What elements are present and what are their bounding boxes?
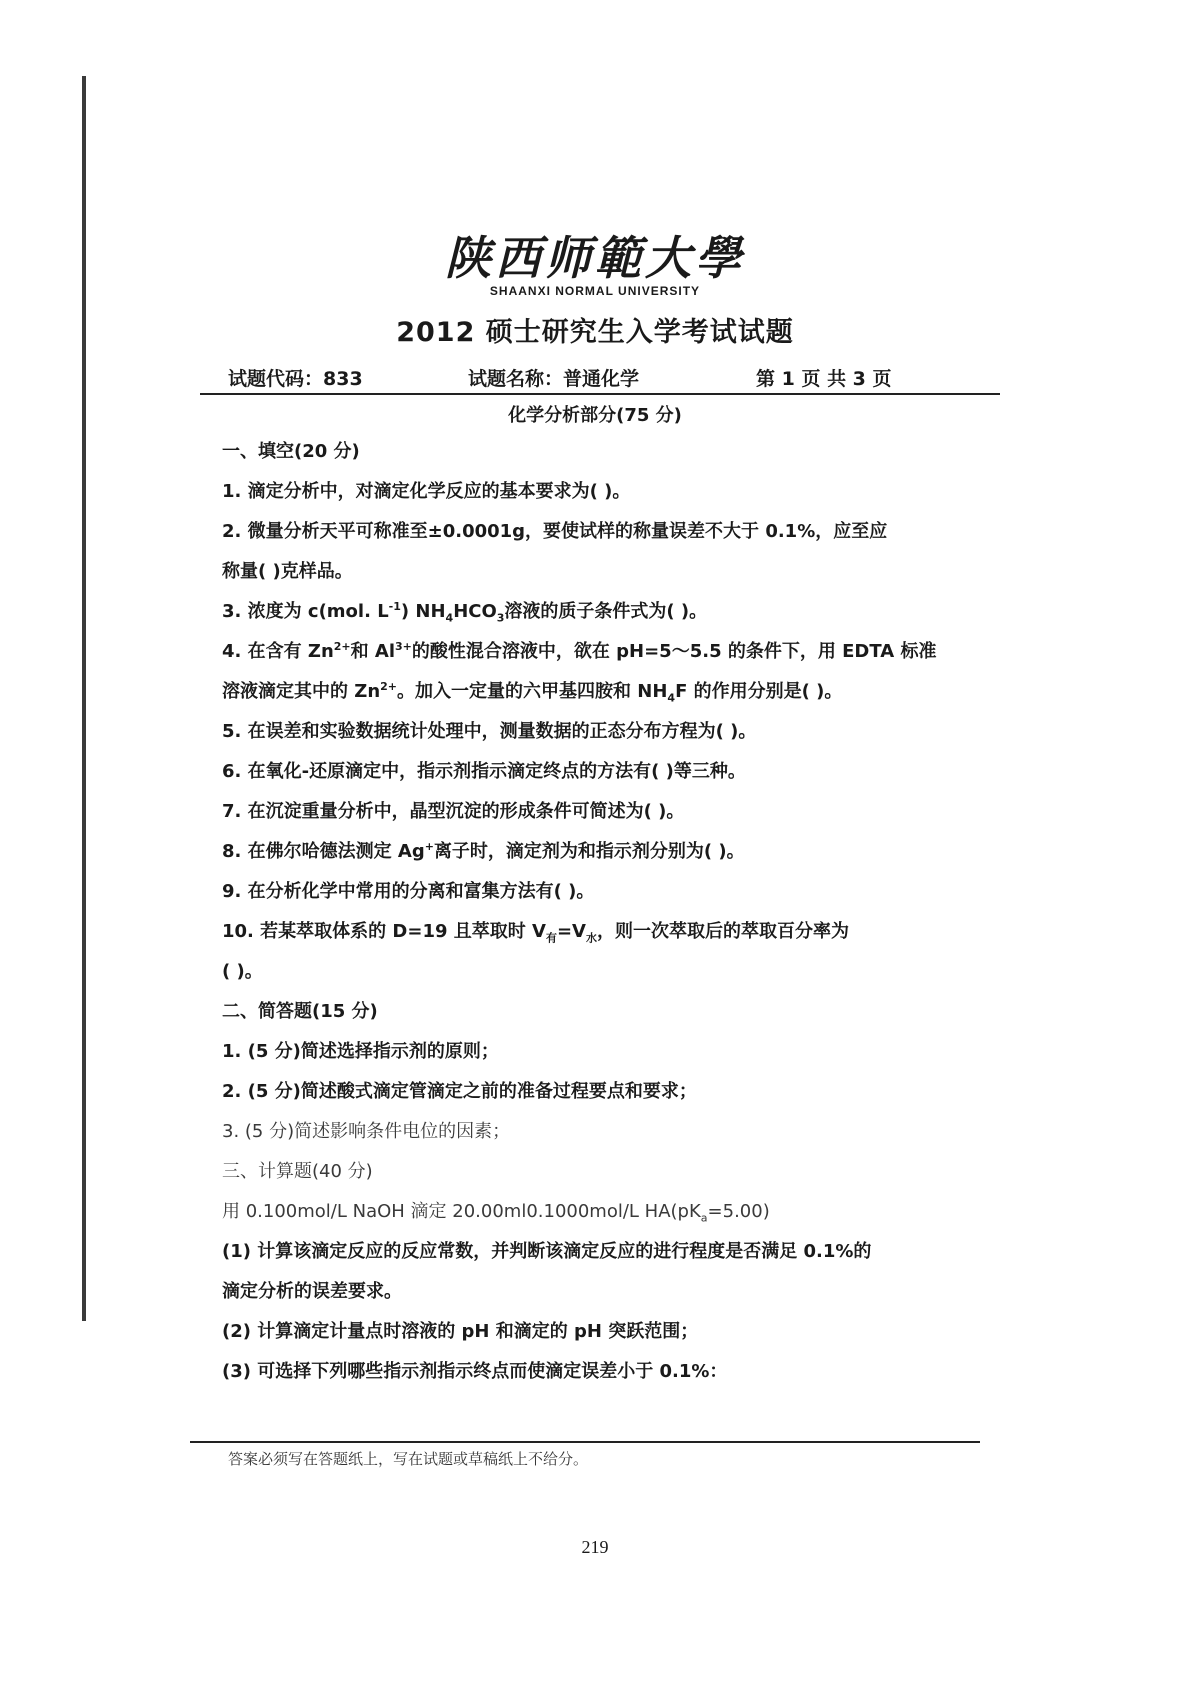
question-3-3: (3) 可选择下列哪些指示剂指示终点而使滴定误差小于 0.1%： bbox=[222, 1361, 728, 1382]
question-body bbox=[222, 432, 992, 1392]
question-3-1b: 滴定分析的误差要求。 bbox=[222, 1281, 402, 1302]
header-rule bbox=[200, 393, 1000, 395]
question-1-7: 7. 在沉淀重量分析中，晶型沉淀的形成条件可简述为( )。 bbox=[222, 801, 685, 822]
exam-title: 2012 硕士研究生入学考试试题 bbox=[396, 317, 794, 348]
part3-heading: 三、计算题(40 分) bbox=[222, 1161, 373, 1182]
question-1-10a bbox=[222, 912, 992, 952]
q10a-sub2: 水 bbox=[585, 931, 597, 945]
exam-meta-row bbox=[200, 364, 1000, 394]
question-3-1a: (1) 计算该滴定反应的反应常数，并判断该滴定反应的进行程度是否满足 0.1%的 bbox=[222, 1241, 872, 1262]
q4a-sup1: 2+ bbox=[333, 640, 351, 653]
question-1-9: 9. 在分析化学中常用的分离和富集方法有( )。 bbox=[222, 881, 595, 902]
q10a-text-1: 10. 若某萃取体系的 D=19 且萃取时 V bbox=[222, 921, 546, 942]
q4a-text-1: 4. 在含有 Zn bbox=[222, 641, 334, 662]
q4a-sup2: 3+ bbox=[395, 640, 412, 653]
q3-text-2: ) NH bbox=[400, 601, 446, 622]
page-indicator: 第 1 页 共 3 页 bbox=[756, 368, 892, 390]
question-1-2b: 称量( )克样品。 bbox=[222, 561, 353, 582]
footer-rule bbox=[190, 1441, 980, 1443]
question-1-4a bbox=[222, 632, 992, 672]
intro-text-1: 用 0.100mol/L NaOH 滴定 20.00ml0.1000mol/L HA(pK bbox=[222, 1201, 701, 1222]
intro-text-2: =5.00) bbox=[707, 1201, 770, 1222]
q3-sup: -1 bbox=[388, 600, 401, 613]
question-2-3: 3. (5 分)简述影响条件电位的因素； bbox=[222, 1121, 511, 1142]
question-1-1: 1. 滴定分析中，对滴定化学反应的基本要求为( )。 bbox=[222, 481, 631, 502]
q10a-text-2: =V bbox=[556, 921, 586, 942]
question-1-4b bbox=[222, 672, 992, 712]
question-1-3 bbox=[222, 592, 992, 632]
q4b-text-2: 。加入一定量的六甲基四胺和 NH bbox=[397, 681, 668, 702]
answer-instruction: 答案必须写在答题纸上，写在试题或草稿纸上不给分。 bbox=[228, 1450, 589, 1468]
page-number: 219 bbox=[581, 1537, 609, 1557]
q4b-sup: 2+ bbox=[380, 680, 398, 693]
q10a-sub1: 有 bbox=[545, 931, 557, 945]
question-1-8 bbox=[222, 832, 992, 872]
q8-sup: + bbox=[424, 840, 434, 853]
q4b-text-1: 溶液滴定其中的 Zn bbox=[222, 681, 381, 702]
intro-sub: a bbox=[700, 1211, 708, 1225]
question-2-2: 2. (5 分)简述酸式滴定管滴定之前的准备过程要点和要求； bbox=[222, 1081, 697, 1102]
q10a-text-3: ，则一次萃取后的萃取百分率为 bbox=[596, 921, 849, 942]
part3-intro bbox=[222, 1192, 992, 1232]
question-1-2a: 2. 微量分析天平可称准至±0.0001g，要使试样的称量误差不大于 0.1%，应至应 bbox=[222, 521, 888, 542]
question-2-1: 1. (5 分)简述选择指示剂的原则； bbox=[222, 1041, 499, 1062]
university-logo bbox=[0, 232, 1190, 298]
q8-text-1: 8. 在佛尔哈德法测定 Ag bbox=[222, 841, 425, 862]
exam-name: 试题名称：普通化学 bbox=[468, 368, 640, 390]
exam-code: 试题代码：833 bbox=[228, 368, 363, 390]
q8-text-2: 离子时，滴定剂为和指示剂分别为( )。 bbox=[433, 841, 745, 862]
logo-chinese: 陕西师範大學 bbox=[445, 231, 745, 285]
q3-text-3: HCO bbox=[453, 601, 497, 622]
question-1-5: 5. 在误差和实验数据统计处理中，测量数据的正态分布方程为( )。 bbox=[222, 721, 757, 742]
question-3-2: (2) 计算滴定计量点时溶液的 pH 和滴定的 pH 突跃范围； bbox=[222, 1321, 699, 1342]
section-title: 化学分析部分(75 分) bbox=[508, 405, 682, 426]
q3-sub2: 3 bbox=[496, 611, 505, 625]
q4b-text-3: F 的作用分别是( )。 bbox=[675, 681, 843, 702]
q4b-sub: 4 bbox=[667, 691, 676, 705]
part2-heading: 二、简答题(15 分) bbox=[222, 1001, 378, 1022]
q4a-text-2: 和 Al bbox=[350, 641, 396, 662]
question-1-10b: ( )。 bbox=[222, 961, 263, 982]
q3-text-1: 3. 浓度为 c(mol. L bbox=[222, 601, 389, 622]
question-1-6: 6. 在氧化-还原滴定中，指示剂指示滴定终点的方法有( )等三种。 bbox=[222, 761, 746, 782]
q3-text-4: 溶液的质子条件式为( )。 bbox=[504, 601, 708, 622]
part1-heading: 一、填空(20 分) bbox=[222, 441, 360, 462]
logo-english: SHAANXI NORMAL UNIVERSITY bbox=[489, 284, 701, 298]
q3-sub1: 4 bbox=[445, 611, 454, 625]
q4a-text-3: 的酸性混合溶液中，欲在 pH=5～5.5 的条件下，用 EDTA 标准 bbox=[411, 641, 937, 662]
